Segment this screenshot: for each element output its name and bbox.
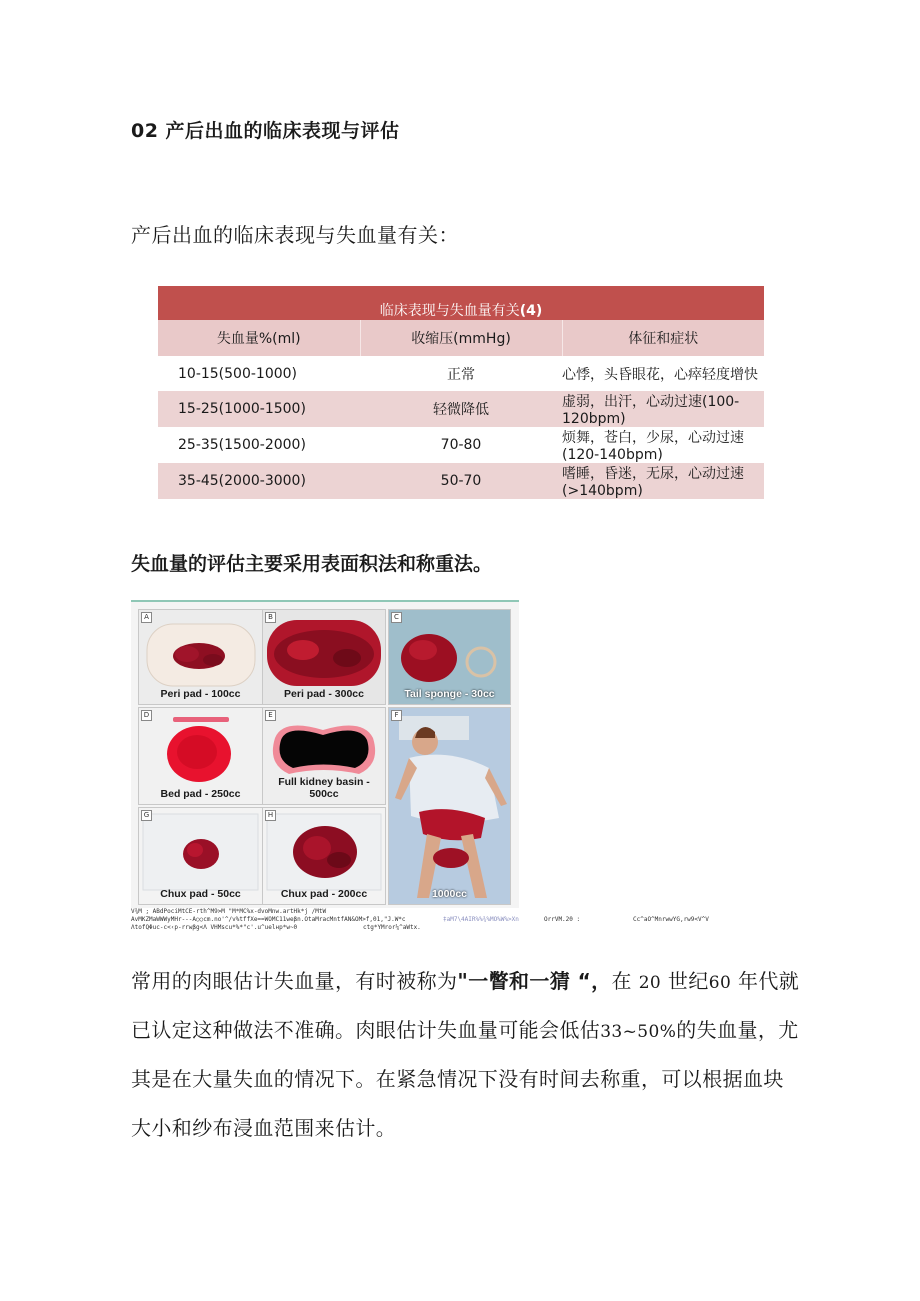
cell-systolic-pressure: 正常 (447, 366, 475, 383)
table-row (158, 463, 764, 499)
panel-tag: F (391, 710, 402, 721)
cell-signs-symptoms: 心悸，头昏眼花，心瘁轻度增快 (562, 366, 758, 383)
caption-line (131, 924, 771, 932)
panel-tag: H (265, 810, 276, 821)
panel-tag: E (265, 710, 276, 721)
intro-text: 产后出血的临床表现与失血量有关： (131, 223, 459, 247)
photo-label: Chux pad - 50cc (160, 888, 241, 900)
table-row (158, 356, 764, 391)
table-header-row (158, 320, 764, 356)
caption-text: Cc^aO^MnrwwYG,rw9<V^V (633, 916, 709, 923)
table-caption (158, 286, 764, 320)
caption-line (131, 908, 771, 916)
caption-link-text: ‡aM7\4AIR%%¾%MO%W%>Xn (443, 916, 519, 923)
cell-blood-loss: 15-25(1000-1500) (158, 391, 360, 427)
panel-tag: D (141, 710, 152, 721)
cell-blood-loss: 35-45(2000-3000) (158, 463, 360, 499)
glance-and-guess-quote: "一瞥和一猜 “， (457, 969, 612, 993)
photo-label: Chux pad - 200cc (280, 888, 368, 900)
cell-blood-loss: 10-15(500-1000) (178, 365, 298, 382)
paragraph-number: 20 (638, 973, 662, 993)
paragraph-text: 世纪 (667, 969, 709, 993)
paragraph-text: 其是在大量失血的情况下。在紧急情况下没有时间去称重，可以根据血块 (131, 1067, 784, 1091)
header-blood-loss: 失血量%(ml) (158, 320, 360, 356)
header-signs-symptoms: 体征和症状 (562, 320, 764, 356)
photo-mannequin-1000 (388, 707, 511, 905)
paragraph-text: 的失血量，尤 (676, 1018, 799, 1042)
paragraph-text: 在 (611, 969, 632, 993)
caption-text: OrrVM.20 : (544, 916, 581, 923)
table-caption-row (158, 286, 764, 320)
panel-tag: G (141, 810, 152, 821)
caption-line (131, 916, 771, 924)
table-caption-ref: (4) (519, 303, 543, 319)
cell-systolic-pressure: 50-70 (360, 463, 562, 499)
photo-label: Full kidney basin - 500cc (278, 776, 370, 800)
cell-signs-symptoms: 烦舞，苍白，少尿，心动过速(120-140bpm) (562, 430, 744, 463)
caption-text: V¾M ; ABdPociMtCE-rth^M9>M "M*MC%x-dvoMnw.artHk*j /MtW (131, 908, 327, 915)
paragraph-number: 60 (708, 973, 732, 993)
photo-tail-sponge-30 (388, 609, 511, 705)
caption-text: ΛtofQΦuc-c<‹p-rrwβg<Λ VHMscu*%*"c'.u^uelнp*w~0 (131, 924, 298, 931)
photo-label: Peri pad - 100cc (160, 688, 241, 700)
panel-tag: C (391, 612, 402, 623)
photo-chux-pad-50 (138, 807, 263, 905)
paragraph-line-4 (131, 1112, 801, 1141)
table-row (158, 391, 764, 427)
cell-systolic-pressure: 轻微降低 (360, 391, 562, 427)
cell-signs-symptoms: 嗜睡，昏迷，无尿，心动过速(>140bpm) (562, 463, 764, 499)
photo-peri-pad-100 (138, 609, 263, 705)
photo-chux-pad-200 (262, 807, 386, 905)
caption-text: AvMKZMaWWWyMHr---A○○cm.no'^/v%tffXe==WOMC11weβn.OtaMracMntfAN&OM>f,01,"J.W*c (131, 916, 406, 923)
photo-label: Tail sponge - 30cc (404, 688, 495, 700)
photo-kidney-basin-500 (262, 707, 386, 805)
paragraph-line-3 (131, 1063, 801, 1092)
photo-label: 1000cc (431, 888, 468, 900)
paragraph-text: 年代就 (737, 969, 800, 993)
section-title: 02 产后出血的临床表现与评估 (131, 120, 400, 142)
panel-tag: B (265, 612, 276, 623)
photo-label: Bed pad - 250cc (160, 788, 241, 800)
photo-bed-pad-250 (138, 707, 263, 805)
paragraph-text: 已认定这种做法不准确。肉眼估计失血量可能会低估 (131, 1018, 601, 1042)
cell-systolic-pressure: 70-80 (440, 437, 482, 453)
paragraph-text: 大小和纱布浸血范围来估计。 (131, 1116, 397, 1140)
table-row (158, 427, 764, 463)
photo-peri-pad-300 (262, 609, 386, 705)
cell-blood-loss: 25-35(1500-2000) (178, 437, 306, 453)
paragraph-line-2 (131, 1014, 801, 1043)
photo-label: Peri pad - 300cc (284, 688, 364, 700)
cell-signs-symptoms: 虚弱，出汗，心动过速(100-120bpm) (562, 391, 764, 427)
assessment-methods-heading: 失血量的评估主要采用表面积法和称重法。 (131, 553, 493, 575)
panel-tag: A (141, 612, 152, 623)
caption-text: ctg*YMror¼^aWtx. (363, 924, 421, 931)
figure-caption (131, 908, 771, 932)
mannequin-image (389, 708, 510, 904)
paragraph-line-1 (131, 965, 801, 994)
paragraph-number: 33~50% (600, 1022, 677, 1042)
blood-loss-table (158, 286, 764, 499)
paragraph-text: 常用的肉眼估计失血量，有时被称为 (131, 969, 458, 993)
table-caption-text: 临床表现与失血量有关 (379, 303, 520, 319)
header-systolic-pressure: 收缩压(mmHg) (360, 320, 562, 356)
blood-loss-photo-figure (131, 600, 519, 908)
